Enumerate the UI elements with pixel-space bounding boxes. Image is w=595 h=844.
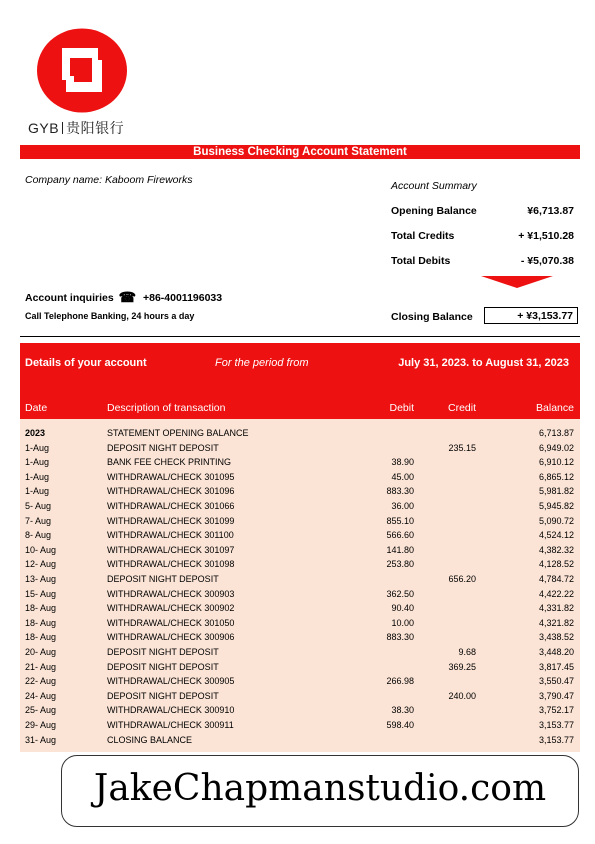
- row-credit: 9.68: [458, 647, 476, 657]
- row-date: 7- Aug: [25, 515, 52, 526]
- table-row: [20, 441, 580, 455]
- row-description: WITHDRAWAL/CHECK 301099: [107, 515, 235, 526]
- table-row: [20, 455, 580, 469]
- row-debit: 10.00: [391, 617, 414, 628]
- row-date: 1-Aug: [25, 442, 50, 453]
- table-row: [20, 587, 580, 601]
- account-details-header: [20, 343, 580, 419]
- period-label: For the period from: [215, 357, 309, 369]
- row-balance: 5,981.82: [538, 486, 574, 497]
- table-row: [20, 718, 580, 732]
- row-description: WITHDRAWAL/CHECK 300906: [107, 632, 235, 643]
- row-date: 5- Aug: [25, 501, 52, 511]
- table-row: [20, 557, 580, 571]
- table-row: [20, 630, 580, 644]
- row-description: WITHDRAWAL/CHECK 300905: [107, 676, 235, 687]
- row-date: 15- Aug: [25, 588, 57, 599]
- row-description: WITHDRAWAL/CHECK 300903: [107, 588, 235, 599]
- row-debit: 566.60: [386, 530, 414, 541]
- row-balance: 3,153.77: [538, 720, 574, 730]
- divider: [20, 336, 580, 337]
- column-header-balance: Balance: [536, 402, 574, 414]
- table-row: [20, 572, 580, 586]
- row-description: WITHDRAWAL/CHECK 300911: [107, 720, 234, 730]
- row-date: 31- Aug: [25, 734, 57, 745]
- table-row: [20, 470, 580, 484]
- account-summary-title: Account Summary: [391, 180, 477, 192]
- row-description: WITHDRAWAL/CHECK 301097: [107, 544, 235, 555]
- row-description: WITHDRAWAL/CHECK 300910: [107, 705, 235, 716]
- row-balance: 6,910.12: [538, 457, 574, 468]
- inquiries-label: Account inquiries: [25, 292, 114, 304]
- total-credits-value: + ¥1,510.28: [518, 230, 574, 242]
- row-balance: 4,382.32: [538, 544, 574, 555]
- total-debits-row: [391, 255, 574, 267]
- table-row: [20, 601, 580, 615]
- row-description: DEPOSIT NIGHT DEPOSIT: [107, 690, 219, 701]
- watermark: JakeChapmanstudio.com: [61, 755, 579, 827]
- bank-logo-icon: [36, 28, 128, 113]
- row-description: DEPOSIT NIGHT DEPOSIT: [107, 442, 219, 453]
- bank-initials: GYB: [28, 120, 60, 136]
- row-debit: 253.80: [386, 559, 414, 570]
- table-row: [20, 689, 580, 703]
- column-header-credit: Credit: [447, 402, 476, 414]
- row-debit: 38.30: [391, 705, 414, 716]
- row-date: 18- Aug: [25, 632, 57, 643]
- column-header-debit: Debit: [389, 402, 414, 414]
- row-credit: 240.00: [448, 690, 476, 701]
- column-header-description: Description of transaction: [107, 402, 226, 414]
- row-balance: 5,945.82: [538, 501, 574, 511]
- phone-number: +86-4001196033: [142, 292, 223, 304]
- table-row: [20, 499, 580, 513]
- row-date: 2023: [25, 428, 46, 438]
- call-banking-text: Call Telephone Banking, 24 hours a day: [25, 311, 195, 321]
- row-date: 22- Aug: [25, 676, 57, 687]
- row-date: 8- Aug: [25, 530, 52, 541]
- row-description: WITHDRAWAL/CHECK 301096: [107, 486, 235, 497]
- row-balance: 3,448.20: [538, 647, 574, 657]
- total-credits-row: [391, 230, 574, 242]
- row-debit: 141.80: [386, 544, 414, 555]
- row-date: 18- Aug: [25, 617, 57, 628]
- table-row: [20, 543, 580, 557]
- opening-balance-value: ¥6,713.87: [527, 205, 574, 217]
- opening-balance-row: [391, 205, 574, 217]
- row-balance: 4,128.52: [538, 559, 574, 570]
- row-date: 29- Aug: [25, 720, 57, 730]
- row-description: WITHDRAWAL/CHECK 301066: [107, 501, 235, 511]
- row-description: CLOSING BALANCE: [107, 734, 193, 745]
- table-row: [20, 616, 580, 630]
- row-debit: 266.98: [386, 676, 414, 687]
- details-title: Details of your account: [25, 357, 147, 369]
- row-balance: 3,752.17: [538, 705, 574, 716]
- row-date: 1-Aug: [25, 471, 50, 482]
- row-credit: 656.20: [448, 574, 476, 584]
- row-date: 25- Aug: [25, 705, 57, 716]
- table-row: [20, 645, 580, 659]
- row-date: 10- Aug: [25, 544, 57, 555]
- row-description: DEPOSIT NIGHT DEPOSIT: [107, 574, 219, 584]
- table-row: [20, 528, 580, 542]
- row-debit: 45.00: [391, 471, 414, 482]
- table-row: [20, 733, 580, 747]
- row-balance: 4,784.72: [538, 574, 574, 584]
- row-date: 12- Aug: [25, 559, 57, 570]
- row-debit: 38.90: [391, 457, 414, 468]
- row-debit: 36.00: [391, 501, 414, 511]
- row-balance: 6,713.87: [538, 428, 574, 438]
- row-balance: 3,790.47: [538, 690, 574, 701]
- row-description: DEPOSIT NIGHT DEPOSIT: [107, 661, 219, 672]
- row-balance: 6,949.02: [538, 442, 574, 453]
- row-balance: 3,550.47: [538, 676, 574, 687]
- table-row: [20, 514, 580, 528]
- row-description: WITHDRAWAL/CHECK 301050: [107, 617, 235, 628]
- total-debits-label: Total Debits: [391, 255, 451, 267]
- row-debit: 855.10: [386, 515, 414, 526]
- row-date: 18- Aug: [25, 603, 57, 614]
- row-debit: 90.40: [391, 603, 414, 614]
- row-description: WITHDRAWAL/CHECK 300902: [107, 603, 235, 614]
- column-header-date: Date: [25, 402, 48, 414]
- opening-balance-label: Opening Balance: [391, 205, 477, 217]
- account-inquiries: [25, 289, 222, 306]
- row-description: WITHDRAWAL/CHECK 301100: [107, 530, 234, 541]
- row-debit: 598.40: [386, 720, 414, 730]
- row-date: 1-Aug: [25, 486, 50, 497]
- row-description: BANK FEE CHECK PRINTING: [107, 457, 232, 468]
- bank-name: [28, 118, 124, 138]
- closing-balance-value: + ¥3,153.77: [484, 307, 578, 324]
- row-balance: 4,321.82: [538, 617, 574, 628]
- row-date: 13- Aug: [25, 574, 57, 584]
- table-row: [20, 426, 580, 440]
- row-balance: 3,438.52: [538, 632, 574, 643]
- table-row: [20, 674, 580, 688]
- row-date: 1-Aug: [25, 457, 50, 468]
- row-date: 24- Aug: [25, 690, 57, 701]
- row-balance: 3,817.45: [538, 661, 574, 672]
- period-range: July 31, 2023. to August 31, 2023: [398, 357, 569, 369]
- table-row: [20, 484, 580, 498]
- arrow-down-icon: [481, 276, 553, 288]
- row-description: WITHDRAWAL/CHECK 301098: [107, 559, 235, 570]
- row-balance: 3,153.77: [538, 734, 574, 745]
- row-date: 21- Aug: [25, 661, 57, 672]
- company-name: Company name: Kaboom Fireworks: [25, 174, 193, 186]
- logo-divider: [62, 122, 63, 134]
- row-credit: 235.15: [448, 442, 476, 453]
- row-balance: 4,331.82: [538, 603, 574, 614]
- row-description: WITHDRAWAL/CHECK 301095: [107, 471, 235, 482]
- row-balance: 4,524.12: [538, 530, 574, 541]
- total-credits-label: Total Credits: [391, 230, 455, 242]
- table-row: [20, 703, 580, 717]
- row-credit: 369.25: [448, 661, 476, 672]
- row-debit: 883.30: [386, 486, 414, 497]
- row-description: DEPOSIT NIGHT DEPOSIT: [107, 647, 219, 657]
- transactions-table: [20, 419, 580, 752]
- total-debits-value: - ¥5,070.38: [520, 255, 574, 267]
- bank-name-chinese: 贵阳银行: [66, 120, 125, 136]
- closing-balance-label: Closing Balance: [391, 311, 473, 323]
- row-balance: 4,422.22: [538, 588, 574, 599]
- row-debit: 362.50: [386, 588, 414, 599]
- row-balance: 5,090.72: [538, 515, 574, 526]
- telephone-icon: ☎: [118, 289, 137, 305]
- statement-title: Business Checking Account Statement: [20, 145, 580, 159]
- table-row: [20, 660, 580, 674]
- row-date: 20- Aug: [25, 647, 57, 657]
- row-debit: 883.30: [386, 632, 414, 643]
- row-balance: 6,865.12: [538, 471, 574, 482]
- row-description: STATEMENT OPENING BALANCE: [107, 428, 249, 438]
